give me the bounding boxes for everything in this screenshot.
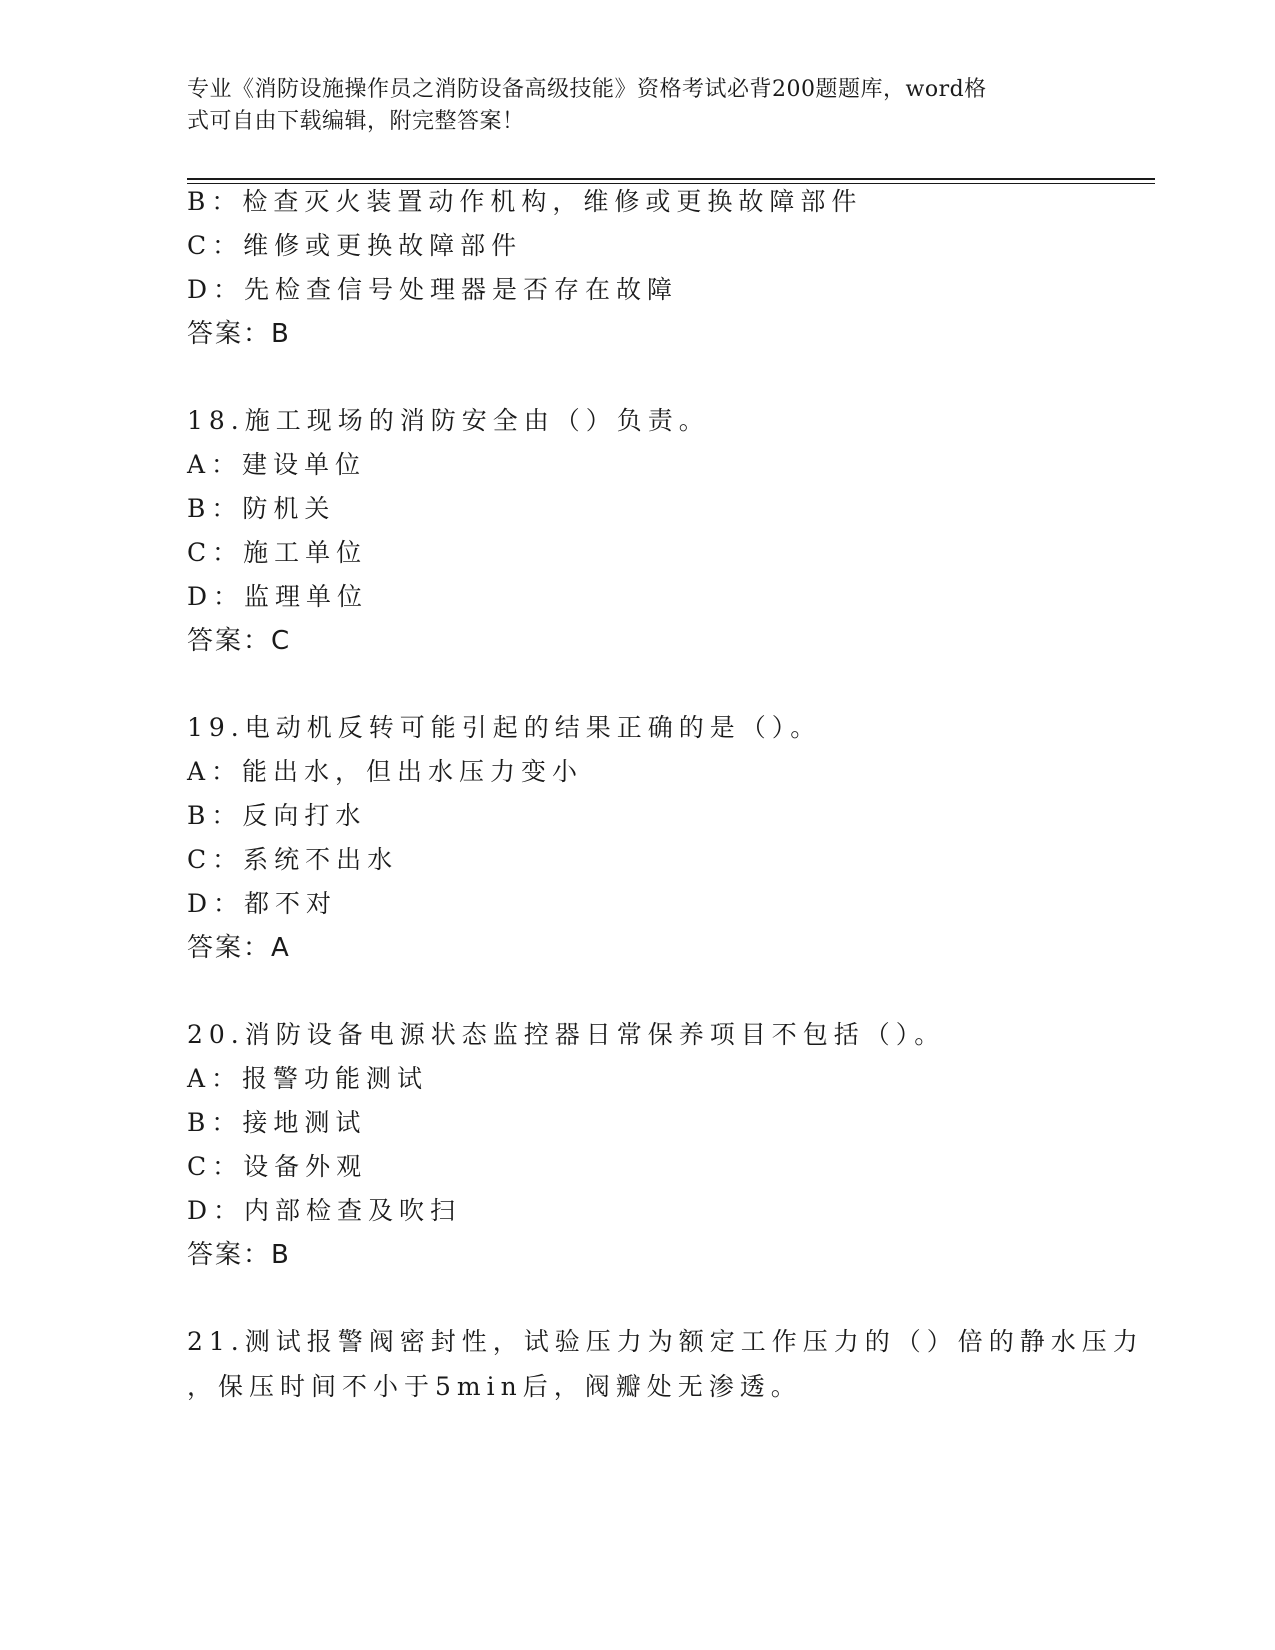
q21-question-line-1: 21.测试报警阀密封性，试验压力为额定工作压力的（）倍的静水压力 [187,1327,1144,1356]
document-header [187,74,1067,138]
q20-option-d: D：内部检查及吹扫 [187,1196,462,1225]
q18-option-a: A：建设单位 [187,450,367,479]
q19-option-d: D：都不对 [187,889,338,918]
q18-option-c: C：施工单位 [187,538,368,567]
q19-option-b: B：反向打水 [187,801,367,830]
q18-option-d: D：监理单位 [187,582,369,611]
q17-option-c: C：维修或更换故障部件 [187,231,523,260]
q17-option-b: B：检查灭火装置动作机构，维修或更换故障部件 [187,187,863,216]
q19-option-a: A：能出水，但出水压力变小 [187,757,584,786]
q20-option-c: C：设备外观 [187,1152,368,1181]
q20-question: 20.消防设备电源状态监控器日常保养项目不包括（）。 [187,1020,946,1049]
q18-option-b: B：防机关 [187,494,336,523]
header-line-2: 式可自由下载编辑，附完整答案！ [187,109,525,134]
header-divider-thick [187,178,1155,180]
q20-option-b: B：接地测试 [187,1108,367,1137]
q19-answer: 答案：A [187,933,291,963]
q20-answer: 答案：B [187,1240,291,1270]
q18-question: 18.施工现场的消防安全由（）负责。 [187,406,710,435]
q17-option-d: D：先检查信号处理器是否存在故障 [187,275,679,304]
header-divider-thin [187,183,1155,184]
q20-option-a: A：报警功能测试 [187,1064,429,1093]
q21-question-line-2: ，保压时间不小于5min后，阀瓣处无渗透。 [187,1372,802,1401]
q19-question: 19.电动机反转可能引起的结果正确的是（）。 [187,713,822,742]
header-line-1: 专业《消防设施操作员之消防设备高级技能》资格考试必背200题题库，word格 [187,77,987,102]
q17-answer: 答案：B [187,319,291,349]
q19-option-c: C：系统不出水 [187,845,399,874]
q18-answer: 答案：C [187,626,292,656]
